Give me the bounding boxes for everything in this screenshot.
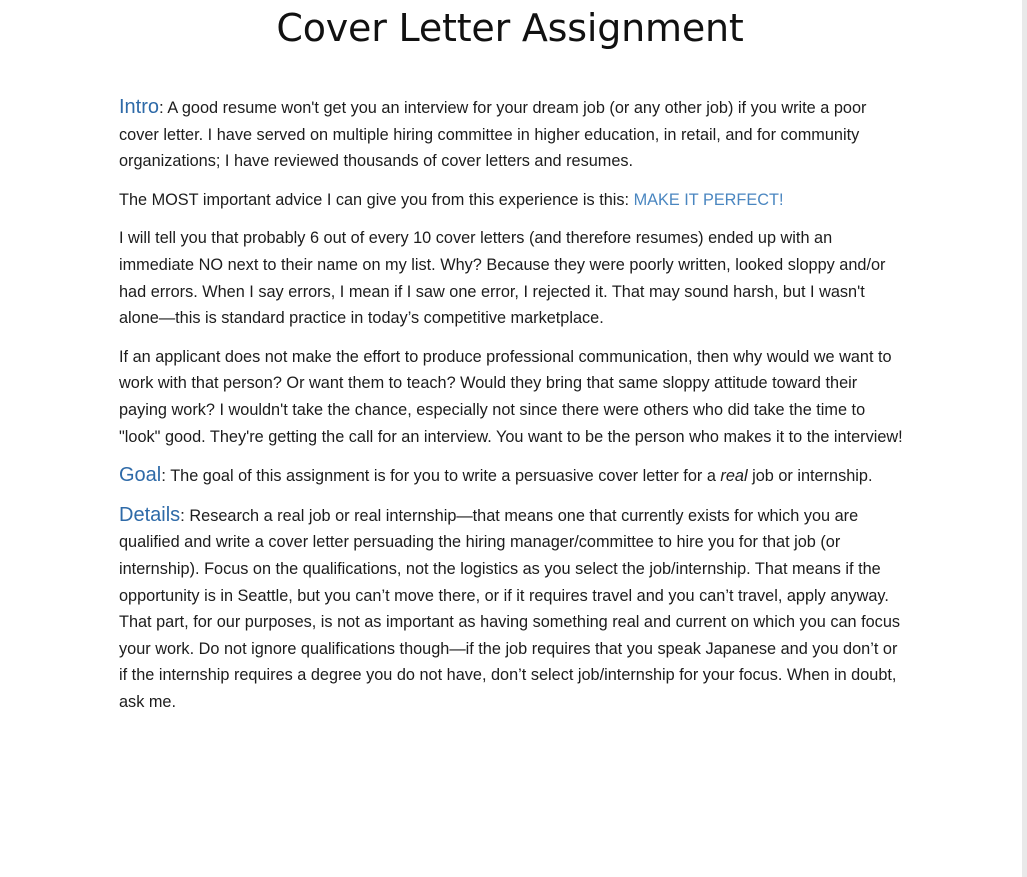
goal-text-after: job or internship. bbox=[747, 467, 873, 486]
intro-paragraph bbox=[119, 94, 909, 175]
page-title: Cover Letter Assignment bbox=[276, 6, 744, 50]
rejection-paragraph: I will tell you that probably 6 out of every 10 cover letters (and therefore resumes) ended up with an immediate NO next to their name on my list. Why? Because they were poorly written, looked sloppy and/or had errors. When I say errors, I mean if I saw one error, I rejected it. That may sound harsh, but I wasn't alone—this is standard practice in today’s competitive marketplace. bbox=[119, 229, 886, 328]
goal-text-before: The goal of this assignment is for you to write a persuasive cover letter for a bbox=[165, 467, 721, 486]
intro-heading: Intro bbox=[119, 96, 160, 118]
intro-text: A good resume won't get you an interview for your dream job (or any other job) if you write a poor cover letter. I have served on multiple hiring committee in higher education, in retail, and for community organizations; I have reviewed thousands of cover letters and resumes. bbox=[119, 99, 867, 171]
page-edge-scrollbar[interactable] bbox=[1022, 0, 1027, 877]
applicant-paragraph: If an applicant does not make the effort to produce professional communication, then why would we want to work with that person? Or want them to teach? Would they bring that same sloppy attitude toward their paying work? I wouldn't take the chance, especially not since there were others who did take the time to "look" good. They're getting the call for an interview. You want to be the person who makes it to the interview! bbox=[119, 347, 903, 446]
goal-heading: Goal bbox=[119, 464, 162, 487]
advice-text: The MOST important advice I can give you from this experience is this: bbox=[119, 190, 634, 209]
document-body bbox=[119, 94, 909, 727]
details-heading-colon: : bbox=[180, 505, 185, 525]
intro-heading-colon: : bbox=[159, 98, 164, 117]
details-heading: Details bbox=[119, 503, 181, 526]
details-paragraph bbox=[119, 502, 909, 716]
advice-highlight: MAKE IT PERFECT! bbox=[633, 190, 784, 209]
goal-emphasis: real bbox=[720, 467, 748, 486]
advice-paragraph bbox=[119, 187, 909, 214]
goal-heading-colon: : bbox=[161, 466, 166, 486]
goal-paragraph bbox=[119, 462, 909, 490]
details-text: Research a real job or real internship—that means one that currently exists for which you are qualified and write a cover letter persuading the hiring manager/committee to hire you for that job (or internship). Focus on the qualifications, not the logistics as you select the job/internship. That means if the opportunity is in Seattle, but you can’t move there, or if it requires travel and you can’t travel, apply anyway. That part, for our purposes, is not as important as having something real and current on which you can focus your work. Do not ignore qualifications though—if the job requires that you speak Japanese and you don’t or if the internship requires a degree you do not have, don’t select job/internship for your focus. When in doubt, ask me. bbox=[119, 506, 901, 711]
